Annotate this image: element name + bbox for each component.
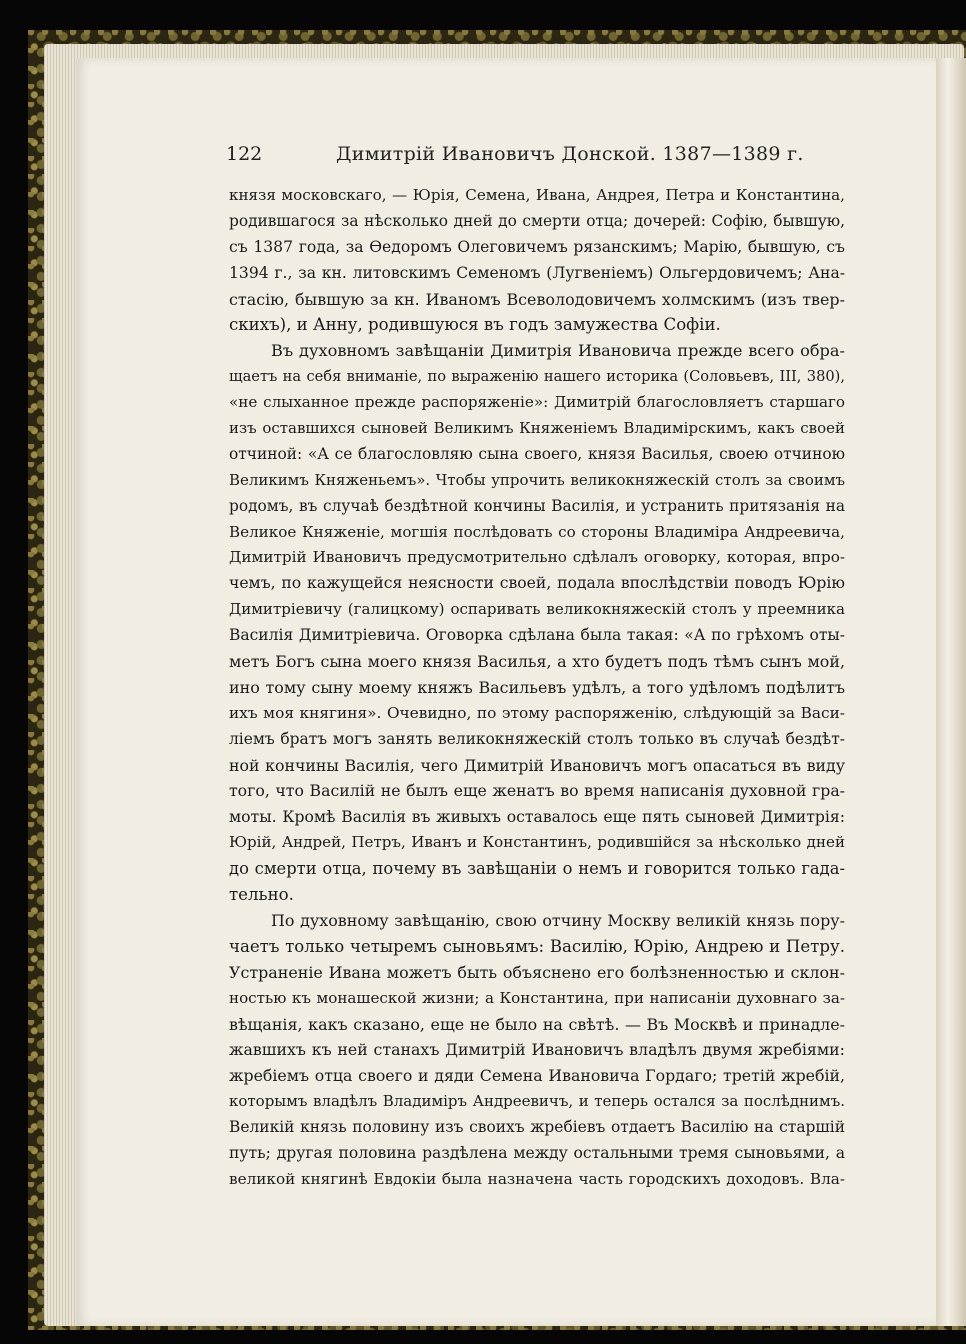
text-line: ностью къ монашеской жизни; а Константина, при написаніи духовнаго за- (229, 988, 845, 1007)
text-line: чемъ, по кажущейся неясности своей, подала впослѣдствіи поводъ Юрію (229, 574, 845, 593)
text-line: Димитрій Ивановичъ предусмотрительно сдѣлалъ оговорку, которая, впро- (229, 548, 845, 567)
text-line: родомъ, въ случаѣ бездѣтной кончины Василія, и устранить притязанія на (229, 496, 845, 515)
text-line: ной кончины Василія, чего Димитрій Ивановичъ могъ опасаться въ виду (229, 755, 845, 775)
text-line: тельно. (229, 885, 294, 905)
text-line: Василія Димитріевича. Оговорка сдѣлана была такая: «А по грѣхомъ оты- (229, 626, 845, 645)
text-line: жавшихъ къ ней станахъ Димитрій Ивановичъ владѣлъ двумя жребіями: (229, 1040, 845, 1060)
text-line: съ 1387 года, за Ѳедоромъ Олеговичемъ рязанскимъ; Марію, бывшую, съ (229, 237, 845, 256)
page-number: 122 (226, 143, 263, 165)
text-line: того, что Василій не былъ еще женатъ во время написанія духовной гра- (229, 781, 845, 801)
text-line: отчиной: «А се благословляю сына своего, князя Василья, своею отчиною (229, 444, 845, 463)
text-line: до смерти отца, почему въ завѣщаніи о немъ и говорится только гада- (229, 859, 845, 879)
text-line: изъ оставшихся сыновей Великимъ Княженіемъ Владимірскимъ, какъ своей (229, 419, 845, 438)
text-line: По духовному завѣщанію, свою отчину Москву великій князь пору- (271, 910, 845, 930)
text-line: 1394 г., за кн. литовскимъ Семеномъ (Лугвеніемъ) Ольгердовичемъ; Ана- (229, 263, 845, 282)
running-head-title: Димитрій Ивановичъ Донской. 1387—1389 г. (336, 143, 804, 165)
text-line: путь; другая половина раздѣлена между остальными тремя сыновьями, а (229, 1143, 845, 1162)
text-line: скихъ), и Анну, родившуюся въ годъ замужества Софіи. (229, 315, 721, 335)
text-line: Великій князь половину изъ своихъ жребіевъ отдаетъ Василію на старшій (229, 1118, 845, 1137)
text-line: Великое Княженіе, могшія послѣдовать со стороны Владиміра Андреевича, (229, 522, 845, 541)
text-line: «не слыханное прежде распоряженіе»: Димитрій благословляетъ старшаго (229, 393, 845, 412)
text-line: моты. Кромѣ Василія въ живыхъ оставалось еще пять сыновей Димитрія: (229, 807, 845, 827)
text-line: родившагося за нѣсколько дней до смерти отца; дочерей: Софію, бывшую, (229, 211, 845, 230)
text-line: Юрій, Андрей, Петръ, Иванъ и Константинъ, родившійся за нѣсколько дней (229, 833, 845, 852)
text-line: Въ духовномъ завѣщаніи Димитрія Ивановича прежде всего обра- (271, 341, 845, 361)
text-line: ихъ моя княгиня». Очевидно, по этому распоряженію, слѣдующій за Васи- (229, 703, 845, 722)
text-line: вѣщанія, какъ сказано, еще не было на свѣтѣ. — Въ Москвѣ и принадле- (229, 1014, 845, 1034)
text-line: стасію, бывшую за кн. Иваномъ Всеволодовичемъ холмскимъ (изъ твер- (229, 289, 845, 309)
text-line: жребіемъ отца своего и дяди Семена Ивановича Гордаго; третій жребій, (229, 1066, 845, 1086)
text-line: Устраненіе Ивана можетъ быть объяснено его болѣзненностью и склон- (229, 962, 845, 982)
text-line: чаетъ только четыремъ сыновьямъ: Василію, Юрію, Андрею и Петру. (229, 936, 845, 956)
text-line: метъ Богъ сына моего князя Василья, а хто будетъ подъ тѣмъ сынъ мой, (229, 652, 845, 672)
text-line: щаетъ на себя вниманіе, по выраженію нашего историка (Соловьевъ, III, 380), (229, 368, 845, 386)
text-line: ліемъ братъ могъ занять великокняжескій столъ только въ случаѣ бездѣт- (229, 729, 845, 748)
right-page-edge (936, 58, 966, 1326)
body-text (229, 183, 845, 1193)
text-line: которымъ владѣлъ Владиміръ Андреевичъ, и теперь остался за послѣднимъ. (229, 1092, 845, 1111)
text-line: князя московскаго, — Юрія, Семена, Ивана, Андрея, Петра и Константина, (229, 186, 845, 204)
text-line: ино тому сыну моему княжъ Васильевъ удѣлъ, а того удѣломъ подѣлитъ (229, 677, 845, 697)
text-line: Великимъ Княженьемъ». Чтобы упрочить великокняжескій столъ за своимъ (229, 470, 845, 489)
running-head (226, 143, 804, 165)
text-line: Димитріевичу (галицкому) оспаривать великокняжескій столъ у преемника (229, 600, 845, 619)
text-line: великой княгинѣ Евдокіи была назначена часть городскихъ доходовъ. Вла- (229, 1169, 845, 1188)
